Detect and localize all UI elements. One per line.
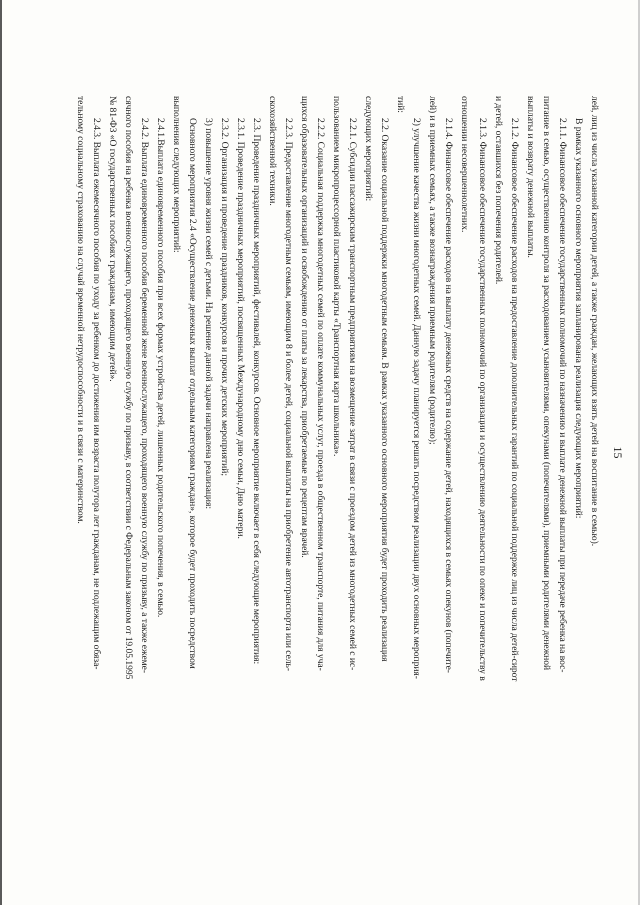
text-line: Основного мероприятия 2.4 «Осуществление денежных выплат отдельным категориям граждан», которое будет проходить посредством <box>187 118 198 669</box>
text-line: 2.3. Проведение праздничных мероприятий, фестивалей, конкурсов. Основное мероприятие включает в себя следующие мероприятия: <box>251 118 262 665</box>
text-line: и детей, оставшихся без попечения родителей. <box>493 96 504 285</box>
text-line: В рамках указанного основного мероприятия запланирована реализация следующих мероприятий: <box>573 118 584 519</box>
text-line: 2.1.2. Финансовое обеспечение расходов на предоставление дополнительных гарантий по социальной поддержке лиц из числа детей-сирот <box>509 118 520 682</box>
text-line: щихся образовательных организаций и освобождению от платы за лекарства, приобретаемые по рецептам врачей. <box>299 96 310 558</box>
text-line: 2.1.1. Финансовое обеспечение государственных полномочий по назначению и выплате денежной выплаты при передаче ребенка на вос- <box>557 118 568 673</box>
text-line: тий: <box>395 96 406 113</box>
text-line: 2.1.4. Финансовое обеспечение расходов на выплату денежных средств на содержание детей, находящихся в семьях опекунов (попечите- <box>443 118 454 673</box>
text-line: 2.4.1.Выплата единовременного пособия при всех формах устройства детей, лишенных родительского попечения, в семью. <box>155 118 166 618</box>
text-line: 2.3.2. Организация и проведение праздников, конкурсов и прочих детских мероприятий; <box>219 118 230 476</box>
text-line: 2.2. Оказание социальной поддержки многодетным семьям. В рамках указанного основного мероприятия будет проходить реализация <box>379 118 390 662</box>
text-line: следующих мероприятий: <box>363 96 374 202</box>
text-line: скохозяйственной техники. <box>267 96 278 206</box>
text-line: 2.1.3. Финансовое обеспечение государственных полномочий по организации и осуществлению деятельности по опеке и попечительству в <box>477 118 488 681</box>
text-line: отношении несовершеннолетних. <box>459 96 470 233</box>
text-line: 2.4.3. Выплата ежемесячного пособия по уходу за ребенком до достижения им возраста полутора лет гражданам, не подлежащим обяза- <box>91 118 102 670</box>
text-line: 2.2.1. Субсидии пассажирским транспортным предприятиям на возмещение затрат в связи с проездом детей из многодетных семей с ис- <box>347 118 358 671</box>
text-line: лей, лиц из числа указанной категории детей, а также граждан, желающих взять детей на воспитание в семью). <box>589 96 600 547</box>
text-line: пользованием микропроцессорной пластиковой карты «Транспортная карта школьника». <box>331 96 342 457</box>
text-line: питание в семью, осуществлению контроля за расходованием усыновителями, опекунами (попечителями), приемными родителями денежной <box>541 96 552 671</box>
text-line: лей) и в приемных семьях, а также вознаграждения приемным родителям (родителю); <box>427 96 438 445</box>
text-line: сячного пособия на ребенка военнослужащего, проходящего военную службу по призыву, в соответствии с Федеральным законом от 19.05.1995 <box>123 96 134 680</box>
text-line: 2.2.2. Социальная поддержка многодетных семей по оплате коммунальных услуг, проезда в общественном транспорте, питания для уча- <box>315 118 326 671</box>
text-line: выплаты и возврату денежной выплаты. <box>525 96 536 258</box>
text-line: № 81-ФЗ «О государственных пособиях гражданам, имеющим детей». <box>107 96 118 382</box>
text-line: 2.2.3. Предоставление многодетным семьям, имеющим 8 и более детей, социальной выплаты на приобретение автотранспорта или сель- <box>283 118 294 672</box>
text-line: выполнения следующих мероприятий: <box>171 96 182 253</box>
text-line: 2) улучшение качества жизни многодетных семей. Данную задачу планируется решать посредством реализации двух основных мероприя- <box>411 118 422 679</box>
text-line: тельному социальному страхованию на случай временной нетрудоспособности и в связи с материнством. <box>75 96 86 524</box>
text-line: 2.4.2. Выплата единовременного пособия беременной жене военнослужащего, проходящего военную службу по призыву, а также ежеме- <box>139 118 150 674</box>
page-number: 15 <box>611 446 625 459</box>
text-line: 3) повышение уровня жизни семей с детьми. На решение данной задачи направлена реализация: <box>203 118 214 509</box>
text-line: 2.3.1. Проведение праздничных мероприятий, посвященных Международному дню семьи, Дню матери. <box>235 118 246 539</box>
